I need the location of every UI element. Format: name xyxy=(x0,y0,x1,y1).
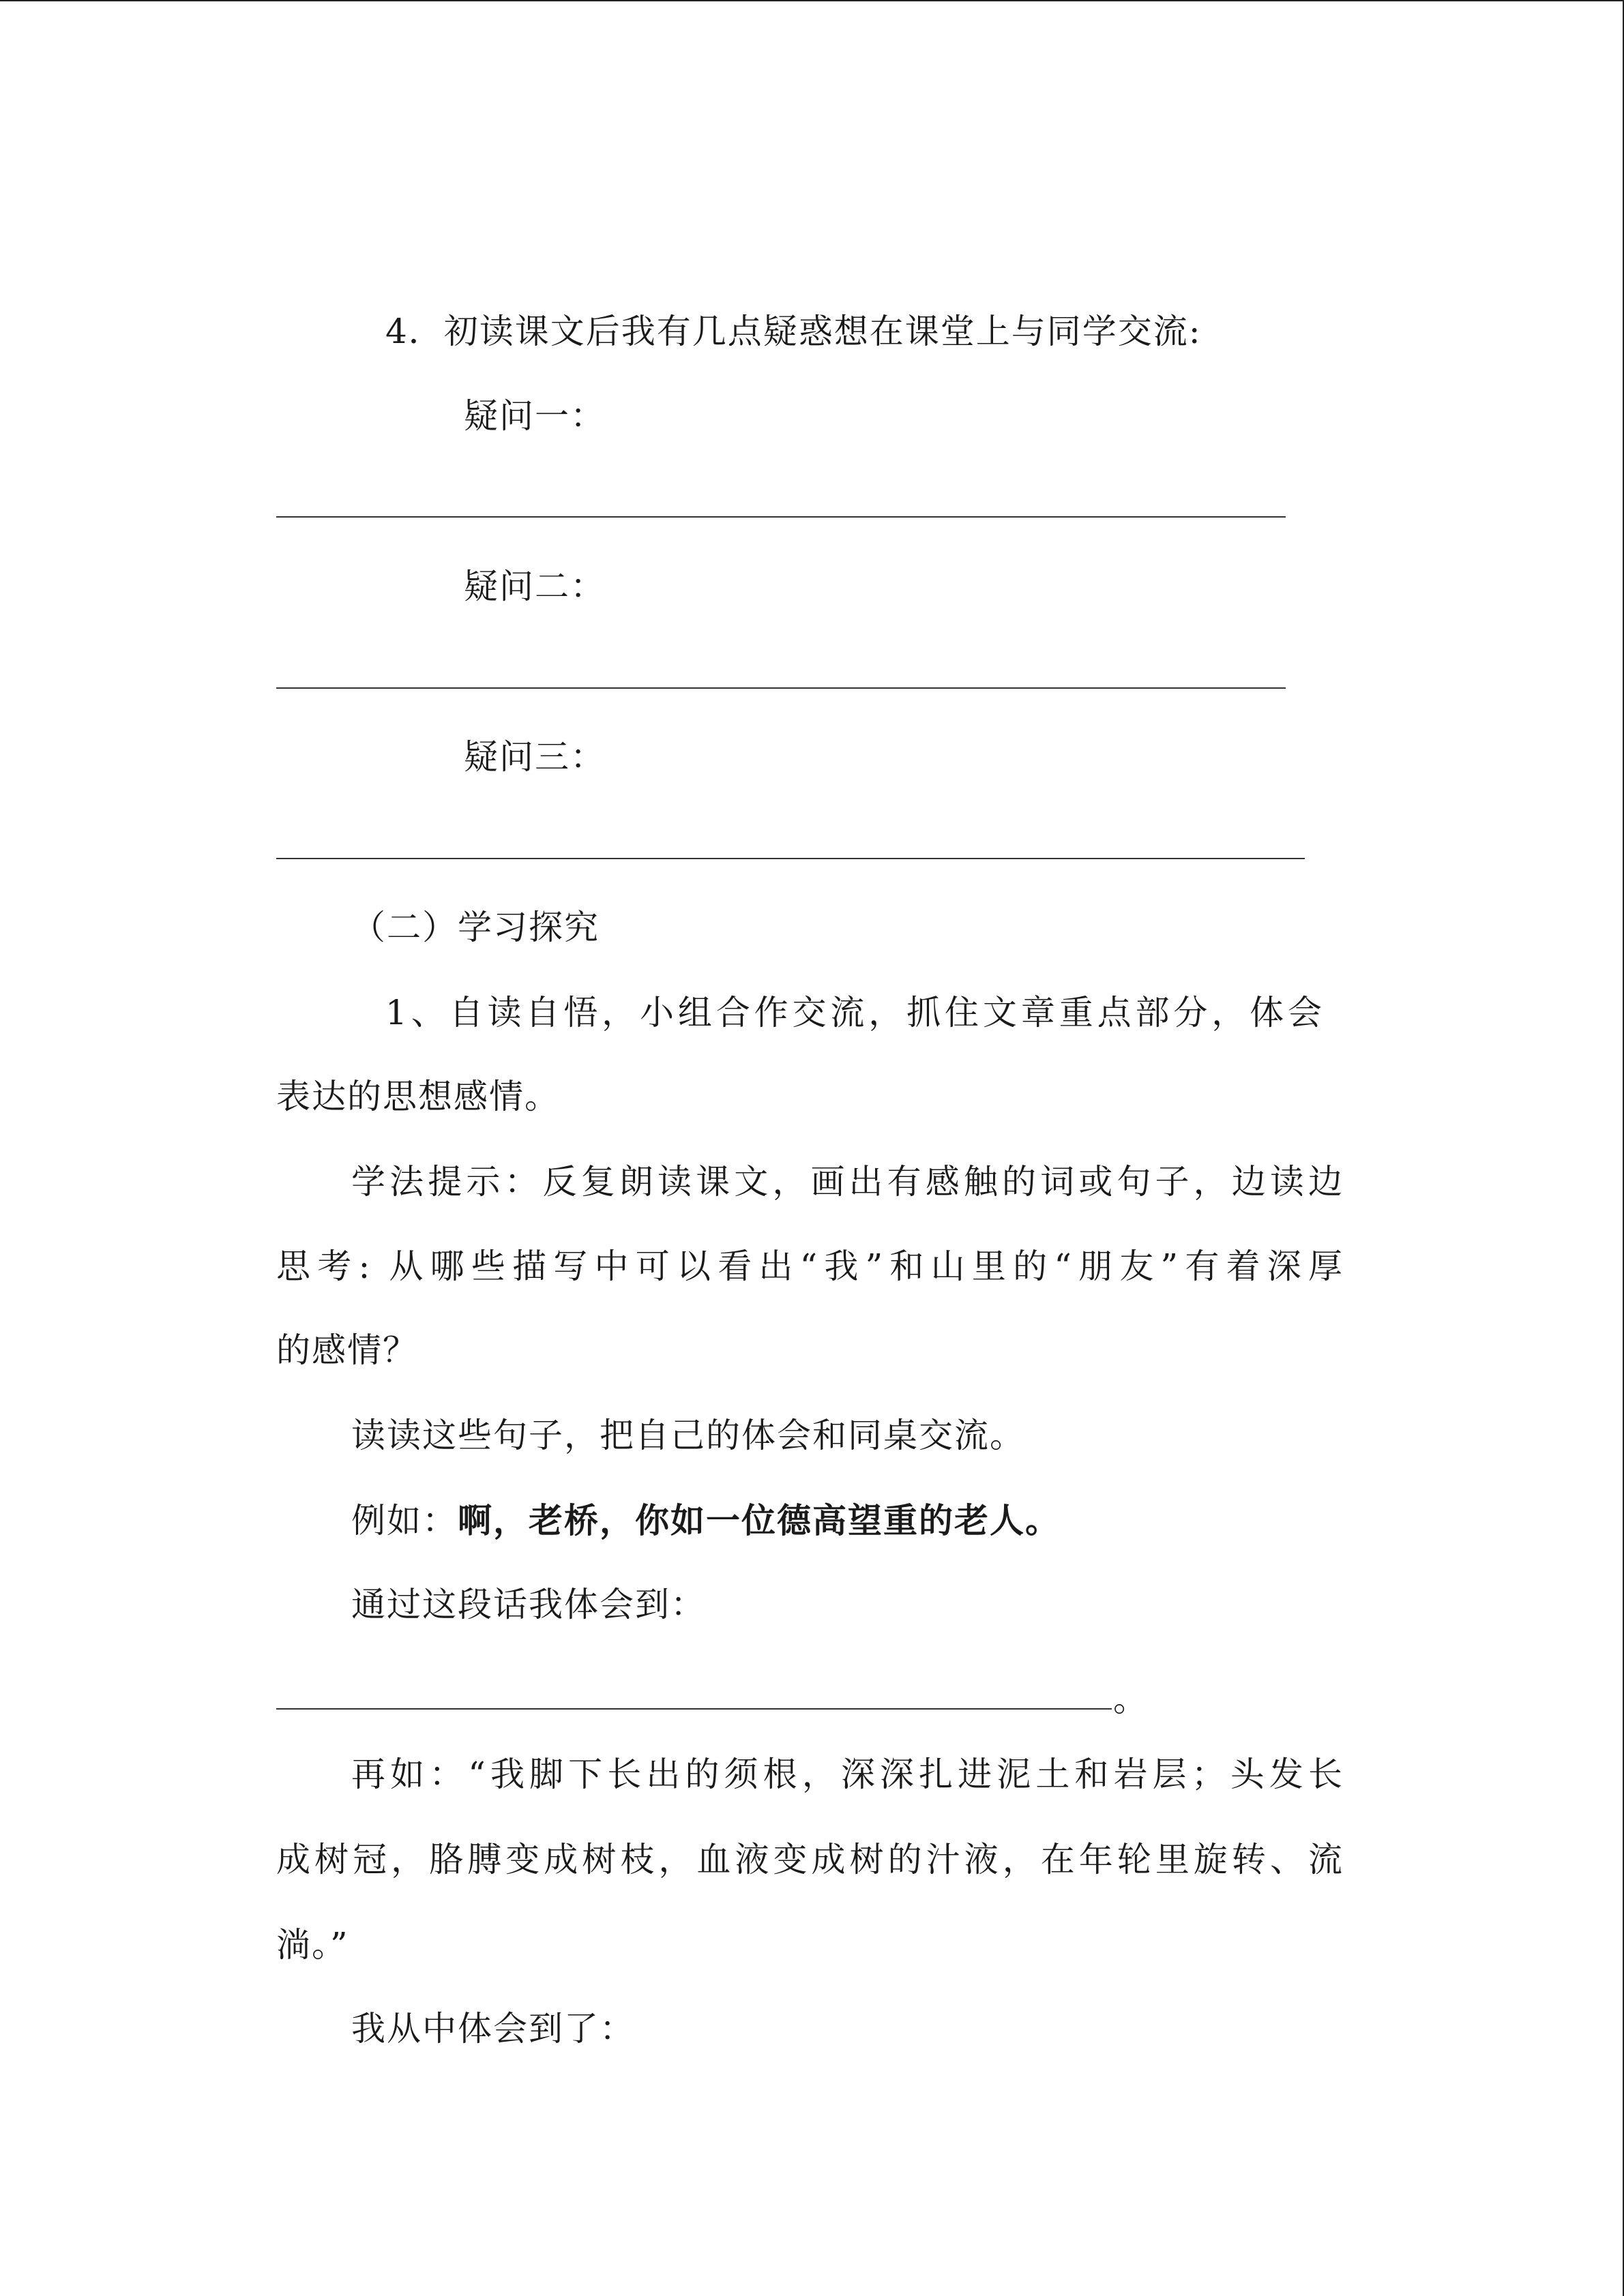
instruction-text: 读读这些句子，把自己的体会和同桌交流。 xyxy=(351,1416,1025,1455)
section-heading: （二）学习探究 xyxy=(351,908,600,947)
question-3-label: 疑问三： xyxy=(464,737,606,777)
example-2-line-2: 成树冠，胳膊变成树枝，血液变成树的汁液，在年轮里旋转、流 xyxy=(276,1840,1344,1879)
prompt-2: 我从中体会到了： xyxy=(351,2009,635,2048)
blank-end-mark: 。 xyxy=(1113,1680,1149,1719)
answer-line-1[interactable] xyxy=(276,516,1286,518)
hint-line-3: 的感情？ xyxy=(276,1330,418,1370)
prompt-1: 通过这段话我体会到： xyxy=(351,1585,706,1624)
example-1 xyxy=(351,1500,1061,1541)
hint-line-2: 思考: 从哪些描写中可以看出“我”和山里的“朋友”有着深厚 xyxy=(276,1247,1344,1286)
page-border-top xyxy=(0,0,1624,1)
answer-line-3[interactable] xyxy=(276,858,1305,859)
answer-line-2[interactable] xyxy=(276,687,1286,689)
example-quote: 啊，老桥，你如一位德高望重的老人。 xyxy=(458,1500,1061,1540)
example-2-line-3: 淌。” xyxy=(276,1925,349,1965)
example-label: 例如： xyxy=(351,1501,458,1540)
example-2-line-1: 再如：“我脚下长出的须根，深深扎进泥土和岩层；头发长 xyxy=(351,1755,1344,1794)
answer-line-4[interactable] xyxy=(276,1708,1112,1710)
question-1-label: 疑问一： xyxy=(464,396,606,436)
question-2-label: 疑问二： xyxy=(464,567,606,606)
task-1-line-2: 表达的思想感情。 xyxy=(276,1077,560,1116)
hint-line-1: 学法提示：反复朗读课文，画出有感触的词或句子，边读边 xyxy=(351,1162,1344,1202)
item-4-text: 4．初读课文后我有几点疑惑想在课堂上与同学交流: xyxy=(385,312,1202,351)
task-1-line-1: 1、自读自悟，小组合作交流，抓住文章重点部分，体会 xyxy=(385,993,1323,1032)
